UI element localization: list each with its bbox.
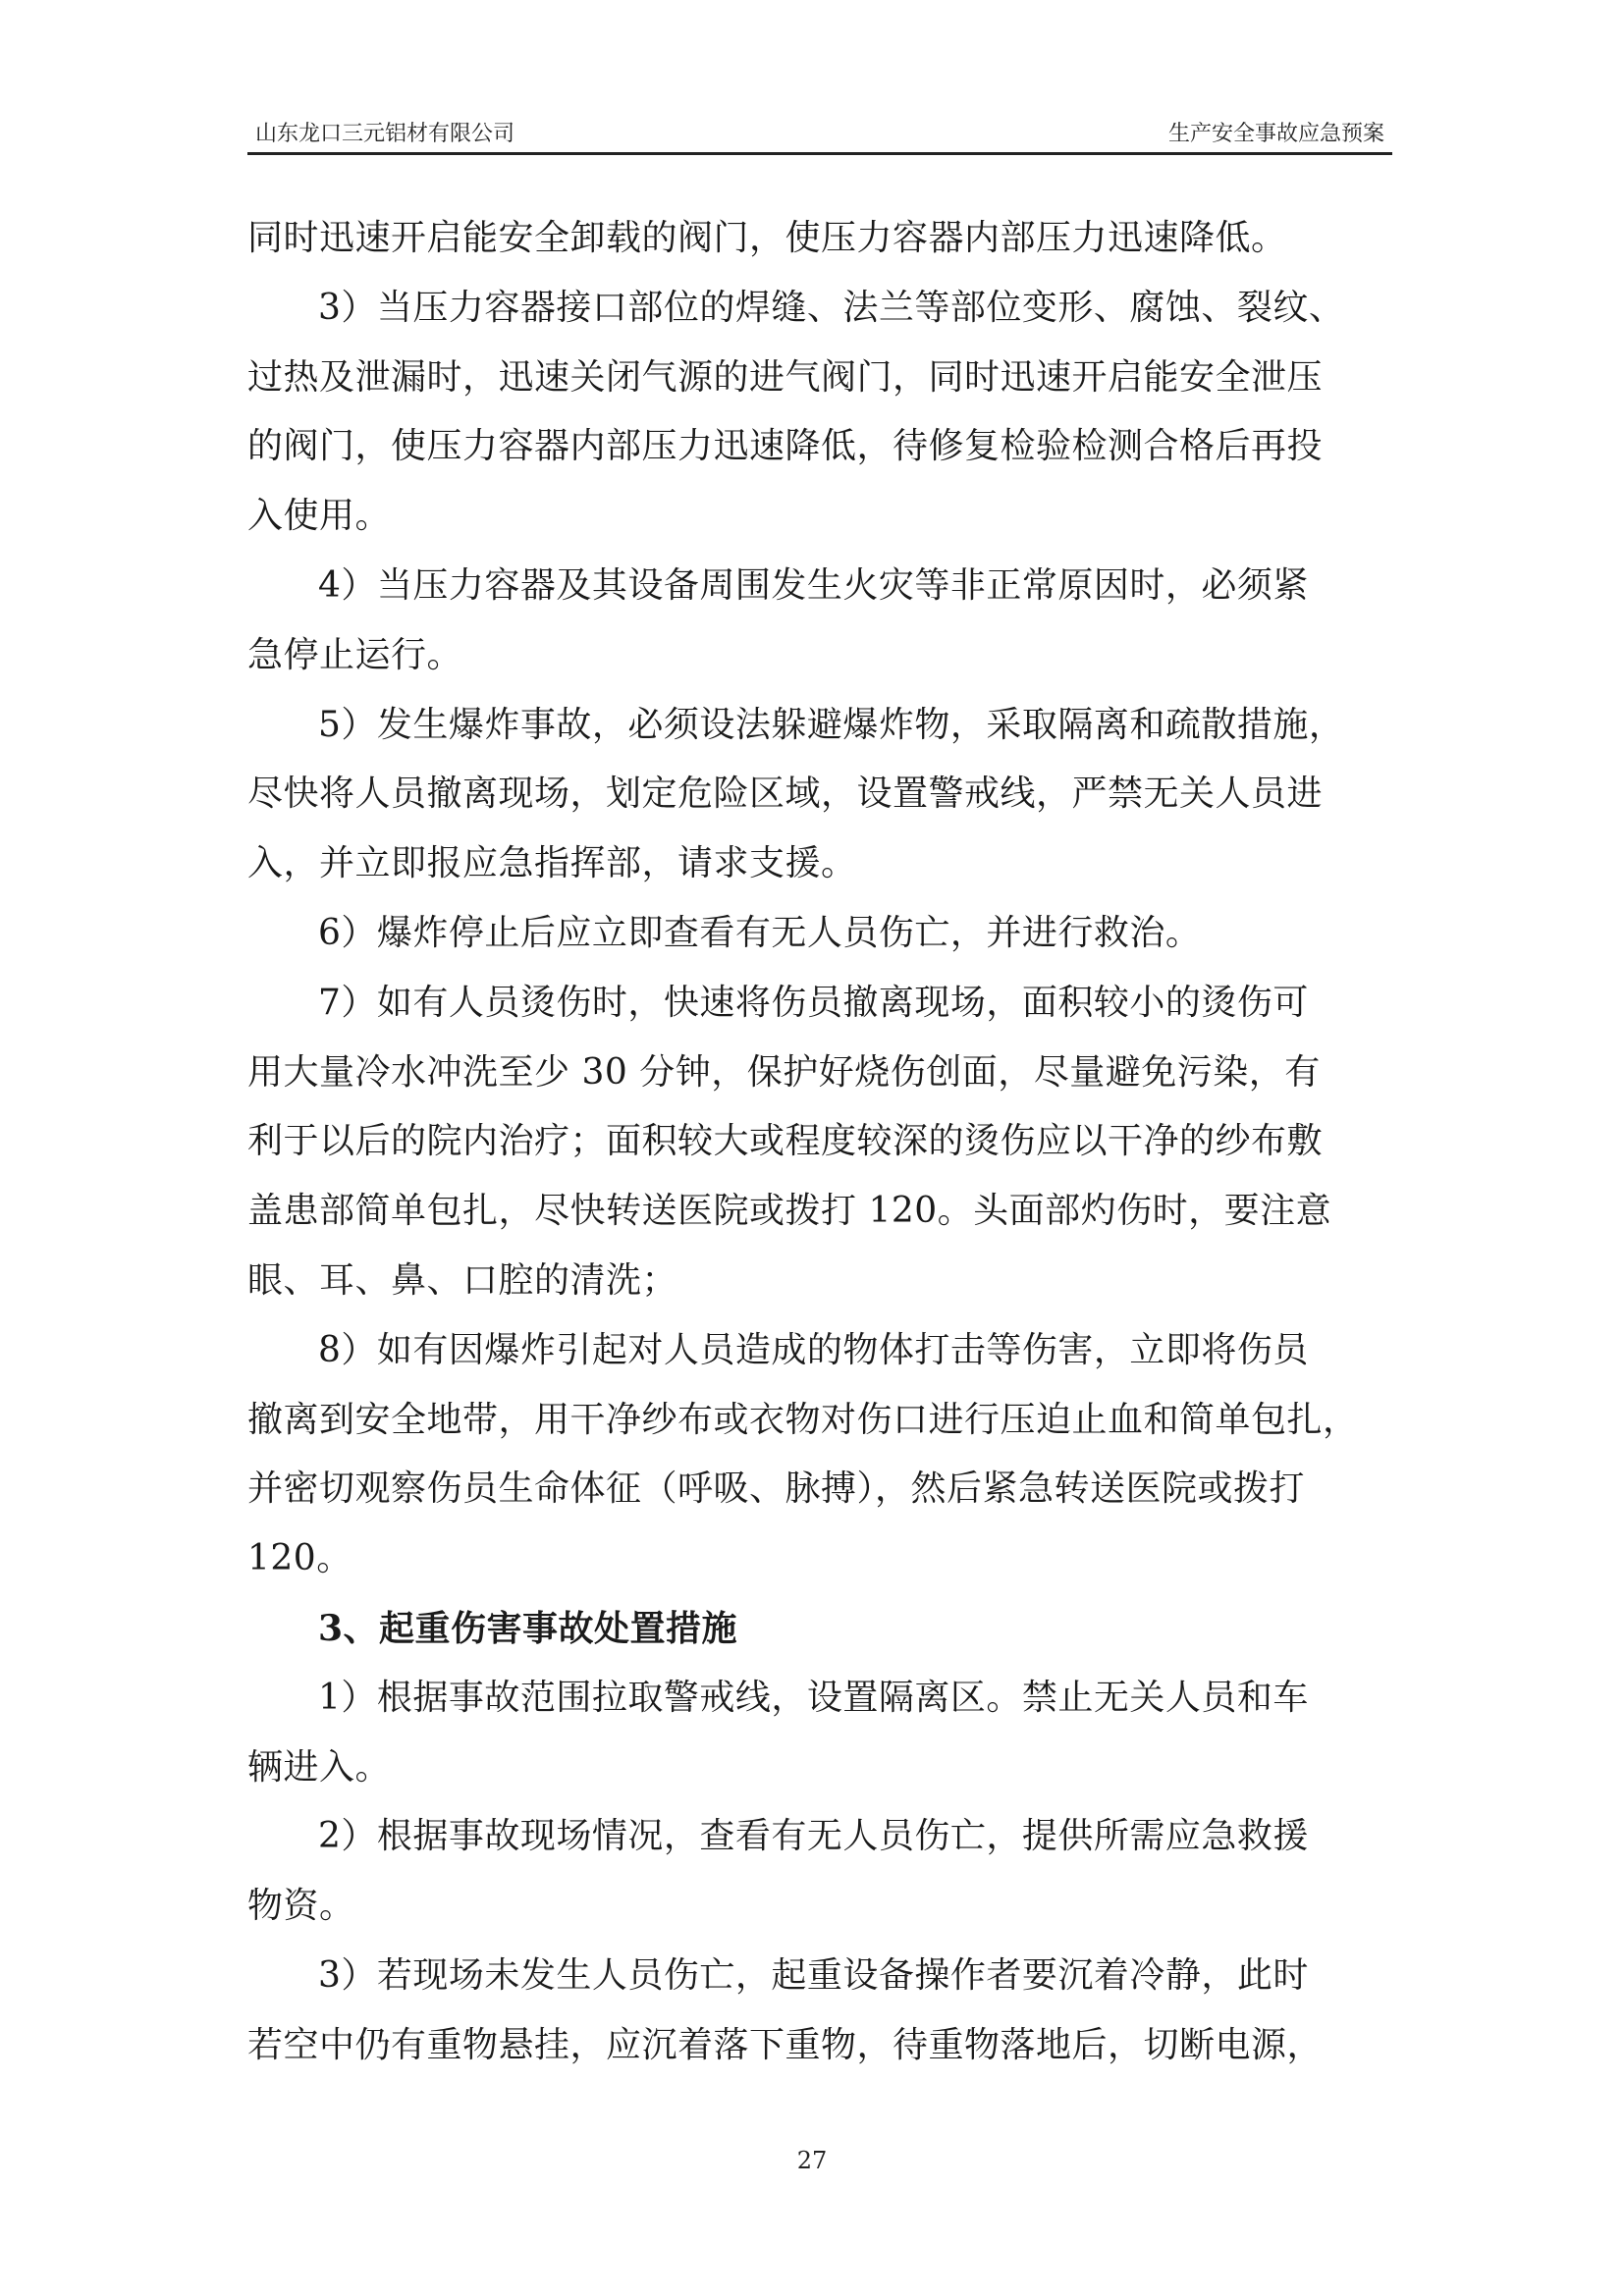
text-line: 7）如有人员烫伤时，快速将伤员撤离现场，面积较小的烫伤可 [318, 982, 1309, 1023]
text-line: 同时迅速开启能安全卸载的阀门，使压力容器内部压力迅速降低。 [247, 218, 1287, 258]
text-line: 过热及泄漏时，迅速关闭气源的进气阀门，同时迅速开启能安全泄压 [247, 356, 1324, 398]
page-number: 27 [796, 2147, 828, 2174]
text-line: 用大量冷水冲洗至少 30 分钟，保护好烧伤创面，尽量避免污染，有 [247, 1051, 1321, 1093]
text-line: 物资。 [247, 1886, 355, 1927]
section-heading: 3、起重伤害事故处置措施 [318, 1607, 738, 1649]
header-document-title: 生产安全事故应急预案 [1167, 122, 1384, 146]
text-line: 急停止运行。 [247, 634, 463, 675]
text-line: 若空中仍有重物悬挂，应沉着落下重物，待重物落地后，切断电源， [247, 2024, 1324, 2065]
text-line: 眼、耳、鼻、口腔的清洗； [247, 1259, 678, 1301]
text-line: 入，并立即报应急指挥部，请求支援。 [247, 843, 857, 884]
text-line: 辆进入。 [247, 1746, 392, 1788]
document-body [247, 204, 1392, 2081]
text-line: 3）当压力容器接口部位的焊缝、法兰等部位变形、腐蚀、裂纹、 [318, 287, 1345, 328]
text-line: 8）如有因爆炸引起对人员造成的物体打击等伤害，立即将伤员 [318, 1329, 1309, 1370]
text-line: 入使用。 [247, 496, 392, 537]
page-header [247, 113, 1392, 155]
text-line: 并密切观察伤员生命体征（呼吸、脉搏），然后紧急转送医院或拨打 [247, 1468, 1306, 1510]
text-line: 盖患部简单包扎，尽快转送医院或拨打 120。头面部灼伤时，要注意 [247, 1191, 1332, 1232]
text-line: 尽快将人员撤离现场，划定危险区域，设置警戒线，严禁无关人员进 [247, 774, 1324, 815]
text-line: 120。 [247, 1538, 352, 1579]
text-line: 利于以后的院内治疗；面积较大或程度较深的烫伤应以干净的纱布敷 [247, 1121, 1324, 1162]
text-line: 5）发生爆炸事故，必须设法躲避爆炸物，采取隔离和疏散措施， [318, 704, 1345, 745]
text-line: 撤离到安全地带，用干净纱布或衣物对伤口进行压迫止血和简单包扎， [247, 1399, 1359, 1440]
text-line: 2）根据事故现场情况，查看有无人员伤亡，提供所需应急救援 [318, 1816, 1309, 1857]
header-company-name: 山东龙口三元铝材有限公司 [255, 122, 515, 146]
text-line: 6）爆炸停止后应立即查看有无人员伤亡，并进行救治。 [318, 912, 1202, 953]
text-line: 3）若现场未发生人员伤亡，起重设备操作者要沉着冷静，此时 [318, 1954, 1309, 1996]
text-line: 的阀门，使压力容器内部压力迅速降低，待修复检验检测合格后再投 [247, 426, 1324, 467]
text-line: 1）根据事故范围拉取警戒线，设置隔离区。禁止无关人员和车 [318, 1677, 1309, 1718]
text-line: 4）当压力容器及其设备周围发生火灾等非正常原因时，必须紧 [318, 564, 1309, 606]
